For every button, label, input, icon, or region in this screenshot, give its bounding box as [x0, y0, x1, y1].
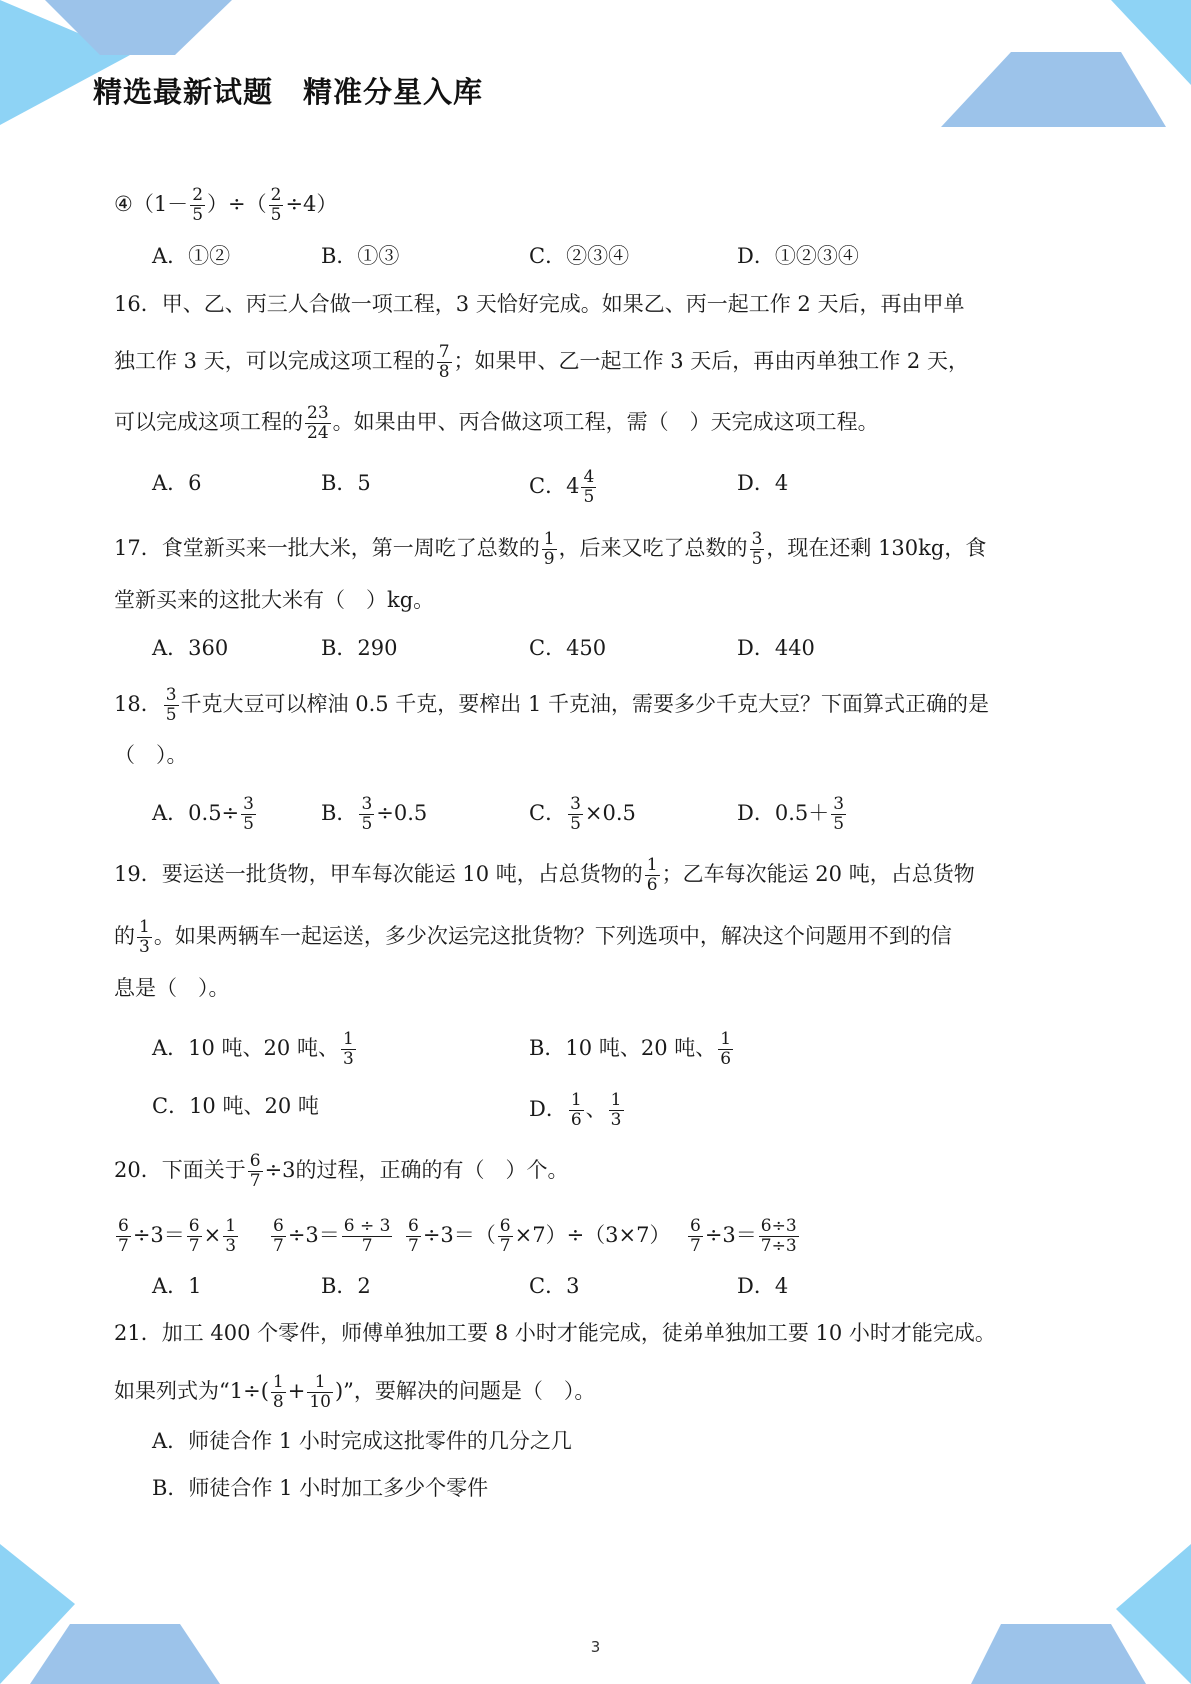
fraction-denominator: 24: [307, 423, 329, 443]
q17-option-d[interactable]: D．440: [737, 636, 815, 660]
fraction-denominator: 3: [610, 1110, 622, 1130]
q16-line-2: 独工作 3 天，可以完成这项工程的 $\frac{7}{8}$ ；如果甲、乙一起工作 3 天后，再由丙单独工作 2 天，: [114, 342, 969, 382]
q15-option-b[interactable]: B．①③: [321, 244, 400, 268]
fraction-denominator: 5: [361, 814, 373, 834]
q20-expression-3: $\frac{6}{7}$ ÷3＝（ $\frac{6}{7}$ ×7）÷（3×7）: [408, 1216, 671, 1256]
fraction: [305, 404, 331, 443]
q18-line-2: （ ）。: [114, 743, 188, 767]
fraction: [498, 1217, 513, 1256]
q16-line-1: 16．甲、乙、丙三人合做一项工程，3 天恰好完成。如果乙、丙一起工作 2 天后，再由甲单: [114, 292, 965, 316]
q19-line-3: 息是（ ）。: [114, 976, 230, 1000]
fraction: [164, 686, 179, 725]
fraction: [248, 1152, 263, 1191]
q19-option-a[interactable]: A．10 吨、20 吨、 $\frac{1}{3}$: [152, 1029, 354, 1069]
fraction-denominator: 7: [690, 1236, 701, 1256]
fraction-denominator: 5: [192, 205, 204, 225]
fraction: [569, 1091, 584, 1130]
fraction-numerator: 3: [243, 794, 254, 814]
fraction-denominator: 6: [720, 1049, 732, 1069]
q16-option-d[interactable]: D．4: [737, 471, 789, 495]
q21-option-b[interactable]: B．师徒合作 1 小时加工多少个零件: [152, 1476, 489, 1500]
q17-line-2: 堂新买来的这批大米有（ ）kg。: [114, 588, 435, 612]
fraction-denominator: 8: [272, 1392, 284, 1412]
fraction-numerator: 6: [408, 1216, 419, 1236]
q20-expression-1: $\frac{6}{7}$ ÷3＝ $\frac{6}{7}$ × $\frac{1}{3}$: [118, 1216, 237, 1256]
fraction: [718, 1030, 733, 1069]
fraction-numerator: 1: [570, 1090, 582, 1110]
q20-expression-4: $\frac{6}{7}$ ÷3＝ $\frac{6\div 3}{7\div 3}$: [690, 1216, 797, 1256]
fraction-numerator: 6: [118, 1216, 129, 1236]
page-number: 3: [590, 1638, 601, 1656]
q20-expression-2: $\frac{6}{7}$ ÷3＝ $\frac{6 \div 3}{7}$: [273, 1216, 391, 1256]
fraction: [645, 856, 660, 895]
fraction: [341, 1030, 356, 1069]
q16-option-a[interactable]: A．6: [152, 471, 202, 495]
fraction-numerator: 1: [610, 1090, 622, 1110]
fraction-numerator: 2: [192, 185, 204, 205]
fraction: [581, 468, 596, 507]
fraction-denominator: 7: [273, 1236, 284, 1256]
fraction-denominator: 10: [309, 1392, 331, 1412]
fraction: [187, 1217, 202, 1256]
q18-option-c[interactable]: C． $\frac{3}{5}$ ×0.5: [529, 794, 636, 834]
fraction-denominator: 5: [270, 205, 282, 225]
fraction-denominator: 8: [438, 362, 450, 382]
fraction-denominator: 5: [570, 814, 581, 834]
q15-option-d[interactable]: D．①②③④: [737, 244, 859, 268]
q21-option-a[interactable]: A．师徒合作 1 小时完成这批零件的几分之几: [152, 1429, 572, 1453]
fraction: [759, 1217, 799, 1256]
fraction: [609, 1091, 624, 1130]
fraction-denominator: 7: [249, 1171, 261, 1191]
fraction-numerator: 3: [165, 685, 177, 705]
q18-option-b[interactable]: B． $\frac{3}{5}$ ÷0.5: [321, 794, 428, 834]
fraction-denominator: 5: [833, 814, 845, 834]
q16-option-c[interactable]: C．4 $\frac{4}{5}$: [529, 467, 595, 507]
q19-option-c[interactable]: C．10 吨、20 吨: [152, 1094, 319, 1118]
fraction-numerator: 6: [690, 1216, 701, 1236]
fraction-denominator: 7: [118, 1236, 129, 1256]
fraction-numerator: 6: [273, 1216, 284, 1236]
fraction-denominator: 7: [408, 1236, 419, 1256]
fraction-denominator: 3: [139, 937, 150, 957]
fraction-numerator: 1: [543, 529, 555, 549]
fraction-numerator: 3: [833, 794, 845, 814]
fraction-numerator: 1: [646, 855, 658, 875]
q21-line-2: 如果列式为“1÷( $\frac{1}{8}$ + $\frac{1}{10}$ )”，要解决的问题是（ ）。: [114, 1372, 596, 1412]
fraction: [359, 795, 374, 834]
q18-option-d[interactable]: D．0.5＋ $\frac{3}{5}$: [737, 794, 845, 834]
fraction-numerator: 1: [720, 1029, 732, 1049]
fraction-denominator: 5: [751, 549, 763, 569]
fraction-numerator: 1: [272, 1372, 284, 1392]
fraction-denominator: 3: [225, 1236, 237, 1256]
fraction-denominator: 6: [646, 875, 658, 895]
q16-option-b[interactable]: B．5: [321, 471, 371, 495]
fraction: [831, 795, 846, 834]
fraction-denominator: 7÷3: [760, 1236, 797, 1256]
header-title: 精选最新试题 精准分星入库: [93, 75, 484, 109]
fraction: [568, 795, 583, 834]
fraction-numerator: 6: [249, 1151, 261, 1171]
fraction-numerator: 3: [751, 529, 763, 549]
fraction-denominator: 9: [543, 549, 555, 569]
fraction: [241, 795, 256, 834]
q20-option-b[interactable]: B．2: [321, 1274, 371, 1298]
fraction: [406, 1217, 421, 1256]
q15-option-a[interactable]: A．①②: [152, 244, 231, 268]
fraction-numerator: 6: [188, 1216, 200, 1236]
fraction: [223, 1217, 238, 1256]
q20-option-d[interactable]: D．4: [737, 1274, 789, 1298]
fraction: [137, 918, 152, 957]
fraction: [190, 186, 205, 225]
fraction: [271, 1373, 286, 1412]
q18-line-1: 18． $\frac{3}{5}$ 千克大豆可以榨油 0.5 千克，要榨出 1 千克油，需要多少千克大豆？下面算式正确的是: [114, 685, 990, 725]
fraction: [688, 1217, 703, 1256]
q17-line-1: 17．食堂新买来一批大米，第一周吃了总数的 $\frac{1}{9}$ ，后来又吃了总数的 $\frac{3}{5}$ ，现在还剩 130kg，食: [114, 529, 987, 569]
q19-option-d[interactable]: D． $\frac{1}{6}$ 、 $\frac{1}{3}$: [529, 1090, 622, 1130]
fraction: [116, 1217, 131, 1256]
fraction-denominator: 7: [188, 1236, 200, 1256]
q20-line-1: 20．下面关于 $\frac{6}{7}$ ÷3的过程，正确的有（ ）个。: [114, 1151, 569, 1191]
fraction: [342, 1217, 393, 1256]
fraction-denominator: 7: [499, 1236, 511, 1256]
fraction: [542, 530, 557, 569]
q18-option-a[interactable]: A．0.5÷ $\frac{3}{5}$: [152, 794, 254, 834]
q19-line-1: 19．要运送一批货物，甲车每次能运 10 吨，占总货物的 $\frac{1}{6}$ ；乙车每次能运 20 吨，占总货物: [114, 855, 975, 895]
fraction: [437, 343, 452, 382]
fraction-numerator: 7: [438, 342, 450, 362]
q19-line-2: 的 $\frac{1}{3}$ 。如果两辆车一起运送，多少次运完这批货物？下列选项中，解决这个问题用不到的信: [114, 917, 952, 957]
fraction-numerator: 1: [225, 1216, 237, 1236]
q20-option-c[interactable]: C．3: [529, 1274, 580, 1298]
fraction-numerator: 1: [342, 1029, 354, 1049]
q17-option-a[interactable]: A．360: [152, 636, 229, 660]
fraction-numerator: 1: [307, 1373, 333, 1393]
fraction-denominator: 6: [570, 1110, 582, 1130]
fraction-numerator: 6: [499, 1216, 511, 1236]
fraction-denominator: 7: [361, 1236, 373, 1256]
fraction: [269, 186, 284, 225]
q21-line-1: 21．加工 400 个零件，师傅单独加工要 8 小时才能完成，徒弟单独加工要 10 小时才能完成。: [114, 1321, 996, 1345]
fraction-numerator: 2: [270, 185, 282, 205]
q17-option-c[interactable]: C．450: [529, 636, 607, 660]
fraction-numerator: 3: [361, 794, 373, 814]
fraction-denominator: 5: [243, 814, 254, 834]
fraction: [750, 530, 765, 569]
q17-option-b[interactable]: B．290: [321, 636, 398, 660]
fraction-numerator: 1: [139, 917, 150, 937]
item-4-expression: ④（1－ $\frac{2}{5}$ ）÷（ $\frac{2}{5}$ ÷4）: [114, 185, 338, 225]
fraction-denominator: 5: [583, 487, 595, 507]
q20-option-a[interactable]: A．1: [152, 1274, 202, 1298]
q19-option-b[interactable]: B．10 吨、20 吨、 $\frac{1}{6}$: [529, 1029, 732, 1069]
fraction-numerator: 3: [570, 794, 581, 814]
q15-option-c[interactable]: C．②③④: [529, 244, 630, 268]
fraction: [307, 1373, 333, 1412]
fraction-denominator: 5: [165, 705, 177, 725]
fraction-numerator: 6 ÷ 3: [343, 1216, 391, 1236]
fraction: [271, 1217, 286, 1256]
fraction-numerator: 23: [307, 403, 329, 423]
fraction-numerator: 6÷3: [760, 1216, 797, 1236]
fraction-numerator: 4: [583, 467, 595, 487]
fraction-denominator: 3: [342, 1049, 354, 1069]
q16-line-3: 可以完成这项工程的 $\frac{23}{24}$ 。如果由甲、丙合做这项工程，需（ ）天完成这项工程。: [114, 403, 879, 443]
